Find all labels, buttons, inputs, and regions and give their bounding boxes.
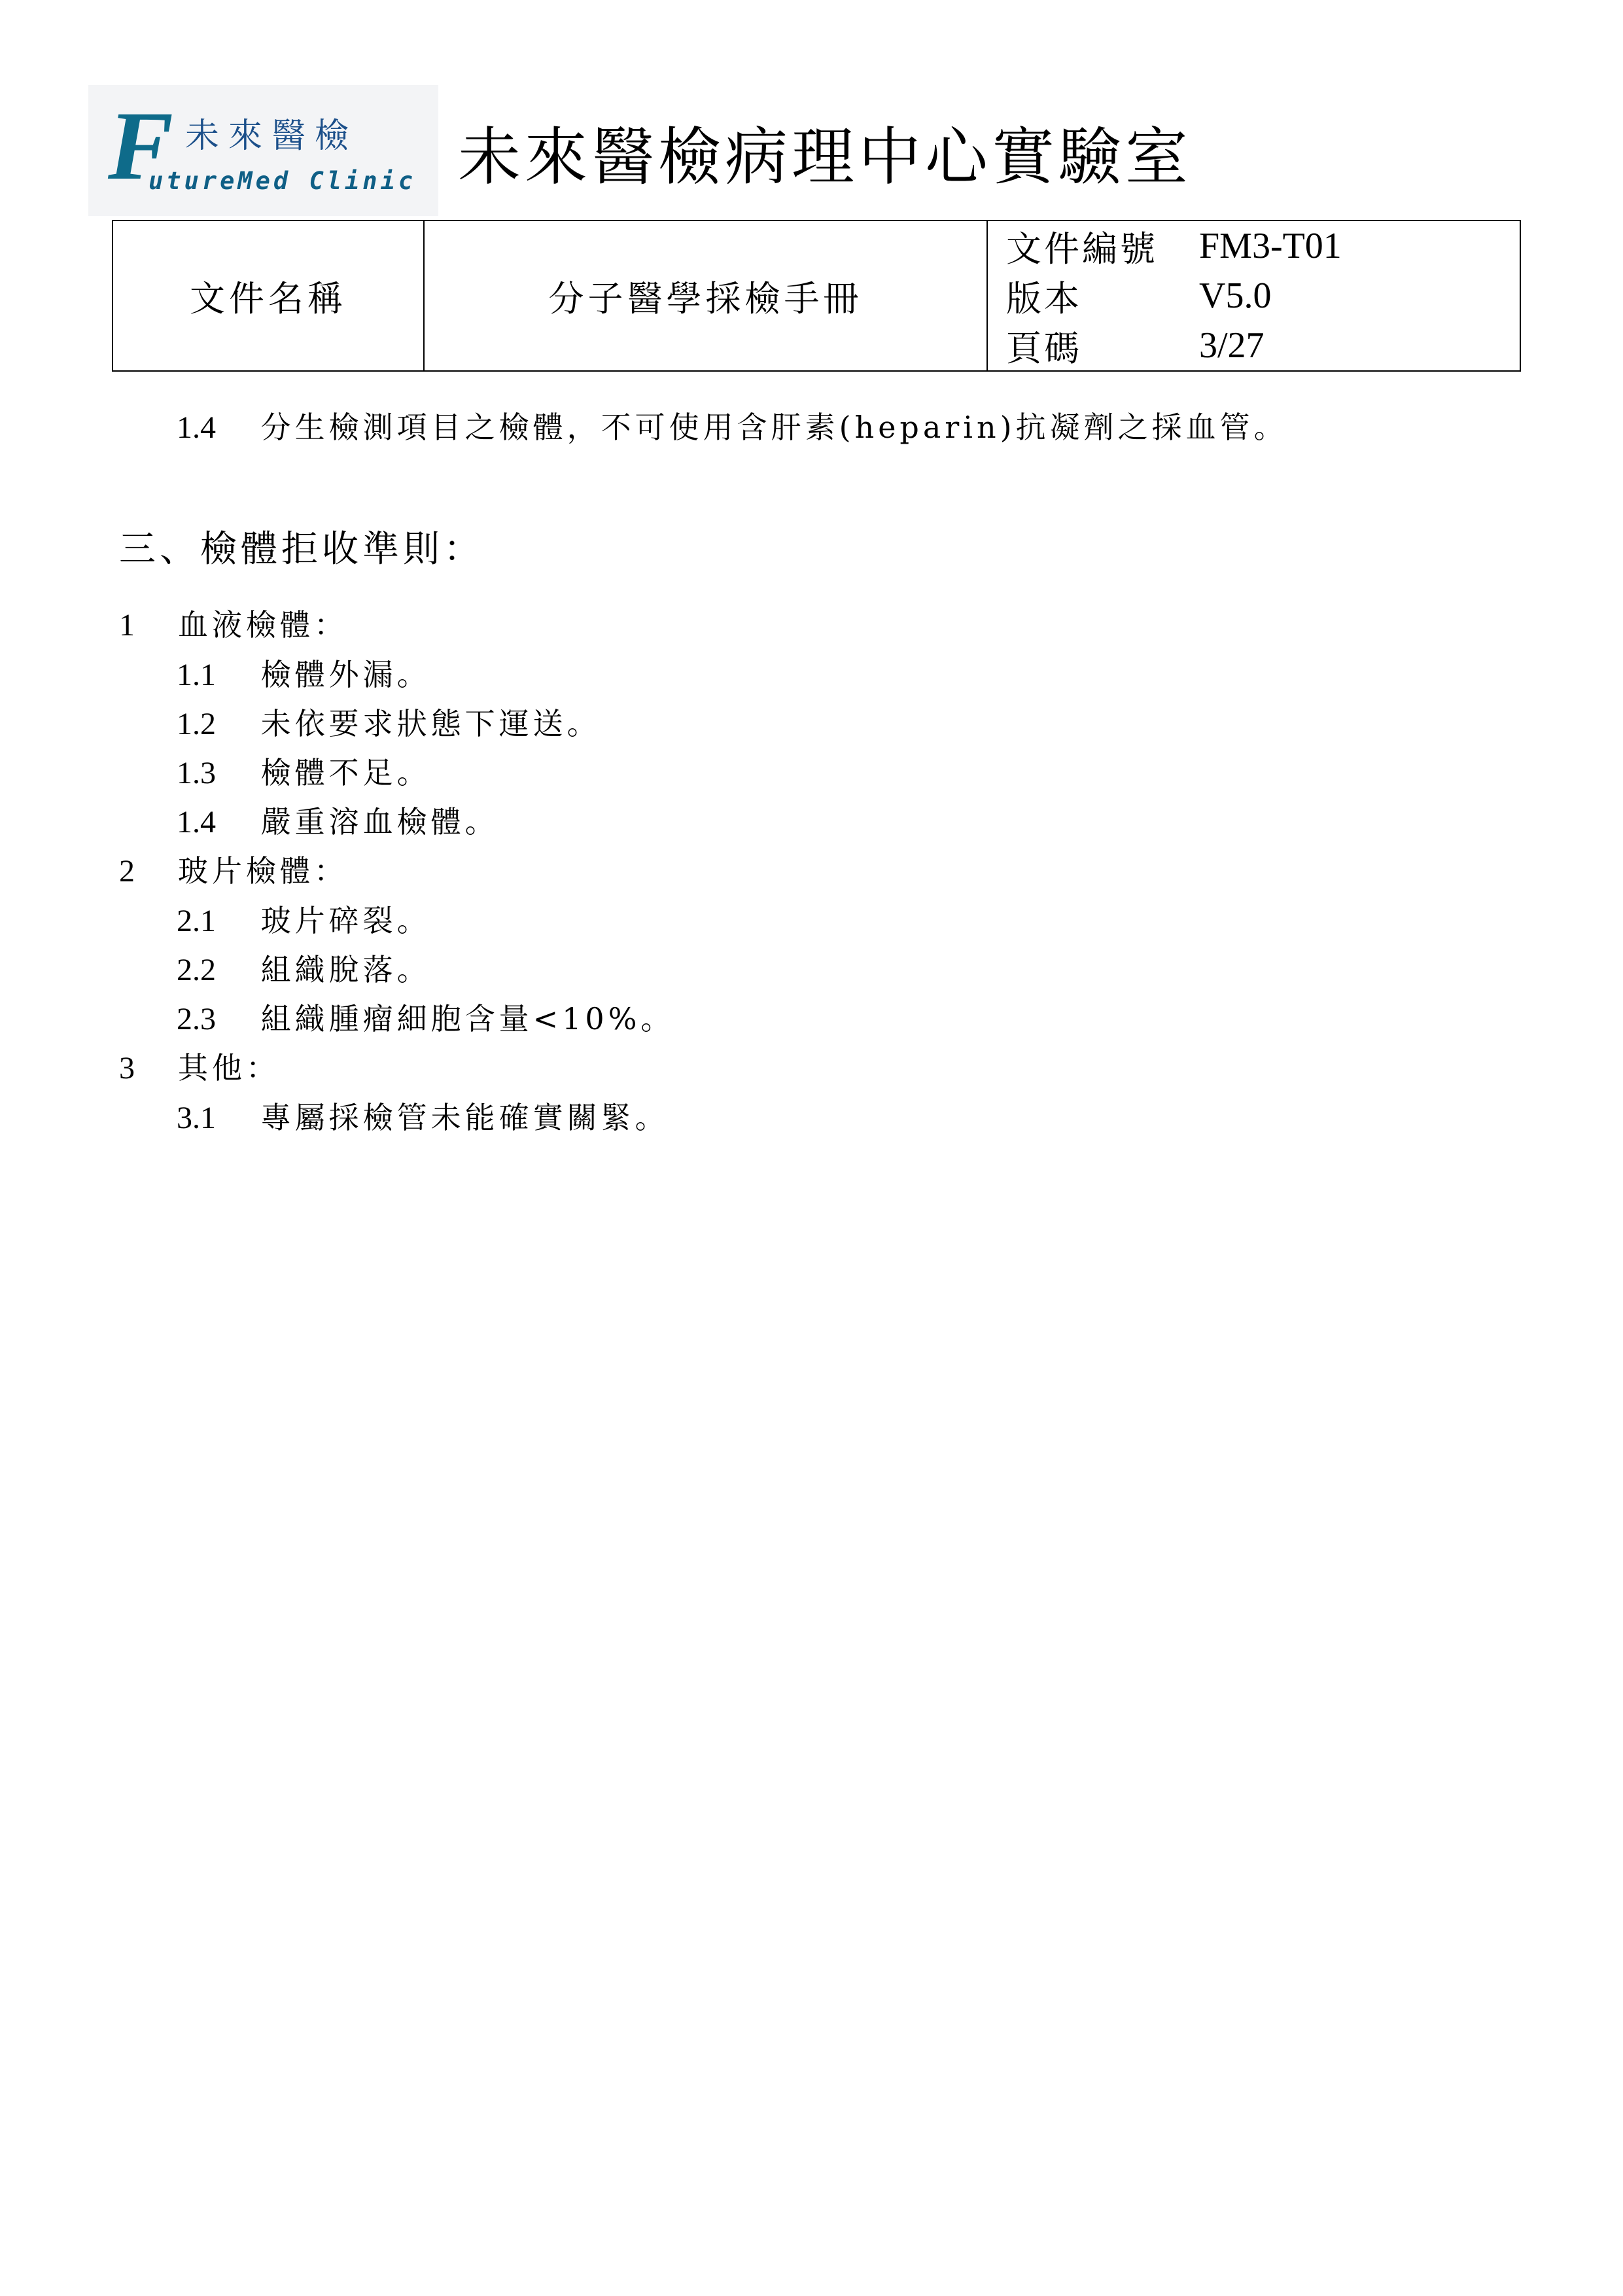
list-item xyxy=(177,706,601,741)
group-heading xyxy=(119,1050,280,1086)
item-text: 組織腫瘤細胞含量<10%。 xyxy=(260,1001,675,1036)
doc-name-label: 文件名稱 xyxy=(113,221,424,371)
list-item xyxy=(177,1001,675,1036)
logo-english-name: utureMed Clinic xyxy=(148,167,417,195)
list-item xyxy=(177,903,431,938)
group-heading xyxy=(119,853,348,889)
list-item xyxy=(177,412,1288,444)
page-value: 3/27 xyxy=(1199,325,1265,366)
item-text: 分生檢測項目之檢體，不可使用含肝素(heparin)抗凝劑之採血管。 xyxy=(260,410,1288,445)
group-number: 1 xyxy=(119,608,135,643)
page-label: 頁碼 xyxy=(1006,327,1082,369)
group-number: 2 xyxy=(119,854,135,889)
item-text: 組織脫落。 xyxy=(260,952,431,987)
group-number: 3 xyxy=(119,1051,135,1086)
version-label: 版本 xyxy=(1006,277,1082,319)
list-item xyxy=(177,952,431,987)
organization-title: 未來醫檢病理中心實驗室 xyxy=(458,120,1192,194)
logo-initial: F xyxy=(108,92,174,200)
item-number: 2.1 xyxy=(177,904,216,938)
list-item xyxy=(177,804,499,839)
group-heading xyxy=(119,607,348,643)
item-number: 1.3 xyxy=(177,756,216,790)
doc-meta-cell xyxy=(987,221,1520,371)
list-item xyxy=(177,755,431,790)
section-heading: 三、檢體拒收準則： xyxy=(119,528,484,571)
item-number: 1.4 xyxy=(177,410,216,445)
doc-number-row xyxy=(988,221,1520,271)
item-text: 未依要求狀態下運送。 xyxy=(260,706,601,741)
list-item xyxy=(177,657,431,692)
document-header-table xyxy=(112,220,1521,372)
doc-name-value: 分子醫學採檢手冊 xyxy=(424,221,987,371)
group-title: 其他： xyxy=(178,1050,280,1086)
item-text: 專屬採檢管未能確實關緊。 xyxy=(260,1100,669,1135)
group-title: 血液檢體： xyxy=(178,607,348,643)
item-number: 3.1 xyxy=(177,1101,216,1135)
item-text: 檢體不足。 xyxy=(260,755,431,790)
item-number: 1.4 xyxy=(177,805,216,839)
version-value: V5.0 xyxy=(1199,275,1272,316)
doc-number-value: FM3-T01 xyxy=(1199,226,1342,266)
item-number: 2.2 xyxy=(177,953,216,987)
item-text: 檢體外漏。 xyxy=(260,657,431,692)
page-row xyxy=(988,321,1520,370)
item-number: 1.1 xyxy=(177,658,216,692)
item-number: 1.2 xyxy=(177,707,216,741)
clinic-logo xyxy=(88,85,438,216)
group-title: 玻片檢體： xyxy=(178,853,348,889)
item-number: 2.3 xyxy=(177,1002,216,1036)
logo-chinese-name: 未來醫檢 xyxy=(185,116,358,156)
doc-number-label: 文件編號 xyxy=(1006,228,1158,270)
item-text: 嚴重溶血檢體。 xyxy=(260,804,499,839)
item-text: 玻片碎裂。 xyxy=(260,903,431,938)
version-row xyxy=(988,271,1520,321)
list-item xyxy=(177,1100,669,1135)
